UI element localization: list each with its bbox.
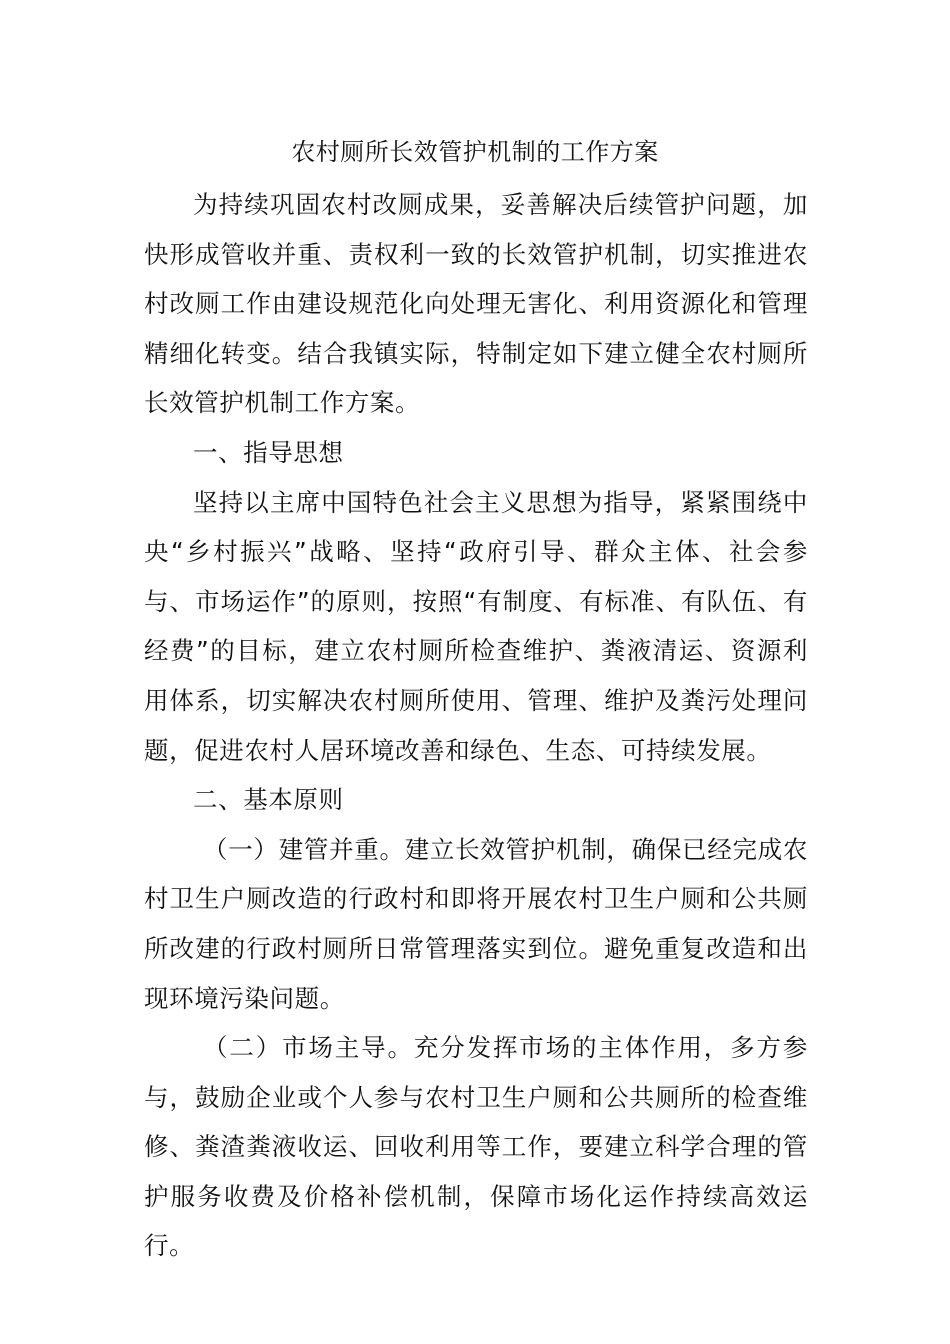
principle-paragraph-1: （一）建管并重。建立长效管护机制，确保已经完成农村卫生户厕改造的行政村和即将开展农村卫生户厕和公共厕所改建的行政村厕所日常管理落实到位。避免重复改造和出现环境污染问题。 [144, 834, 808, 1013]
document-body [144, 180, 808, 1271]
principle-paragraph-2: （二）市场主导。充分发挥市场的主体作用，多方参与，鼓励企业或个人参与农村卫生户厕和公共厕所的检查维修、粪渣粪液收运、回收利用等工作，要建立科学合理的管护服务收费及价格补偿机制，保障市场化运作持续高效运行。 [144, 1033, 808, 1261]
intro-paragraph: 为持续巩固农村改厕成果，妥善解决后续管护问题，加快形成管收并重、责权利一致的长效管护机制，切实推进农村改厕工作由建设规范化向处理无害化、利用资源化和管理精细化转变。结合我镇实际，特制定如下建立健全农村厕所长效管护机制工作方案。 [144, 190, 808, 418]
section-heading-guiding-ideology: 一、指导思想 [193, 437, 344, 467]
guiding-ideology-paragraph: 坚持以主席中国特色社会主义思想为指导，紧紧围绕中央“乡村振兴”战略、坚持“政府引导、群众主体、社会参与、市场运作”的原则，按照“有制度、有标准、有队伍、有经费”的目标，建立农村厕所检查维护、粪液清运、资源利用体系，切实解决农村厕所使用、管理、维护及粪污处理问题，促进农村人居环境改善和绿色、生态、可持续发展。 [144, 487, 808, 765]
document-title: 农村厕所长效管护机制的工作方案 [291, 138, 659, 166]
section-heading-basic-principles: 二、基本原则 [193, 785, 344, 815]
